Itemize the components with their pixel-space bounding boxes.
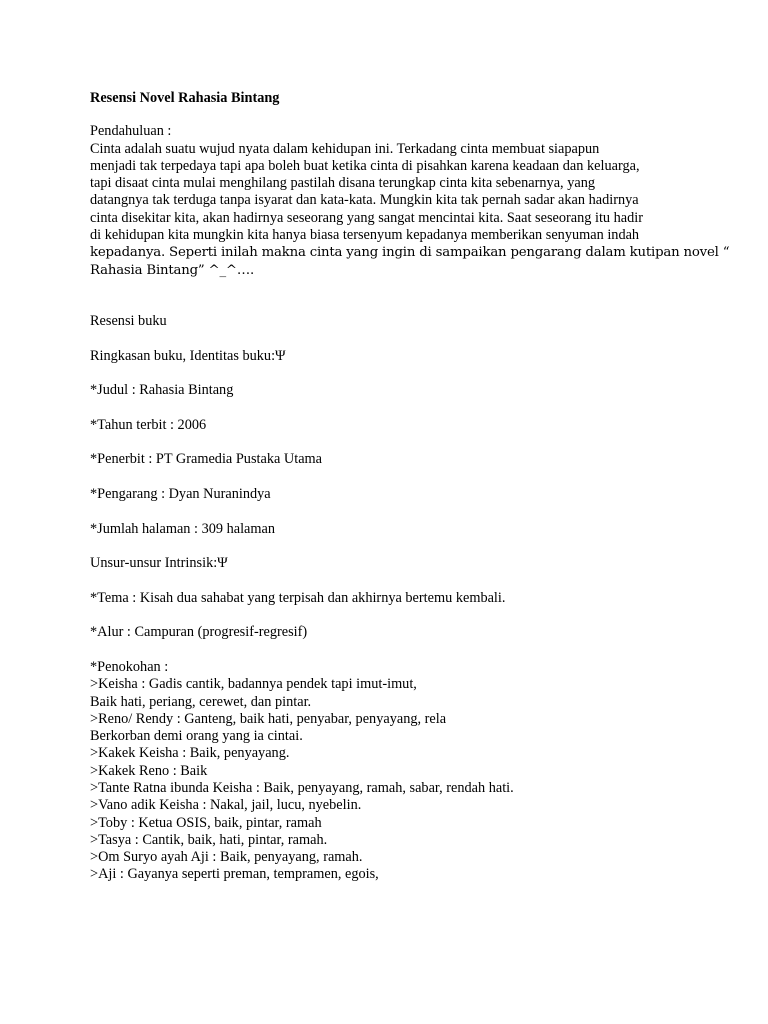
intro-line: kepadanya. Seperti inilah makna cinta yang ingin di sampaikan pengarang dalam kutipan novel “ bbox=[90, 245, 730, 261]
penokohan-item: >Reno/ Rendy : Ganteng, baik hati, penyabar, penyayang, rela bbox=[90, 710, 447, 727]
intro-line: menjadi tak terpedaya tapi apa boleh buat ketika cinta di pisahkan karena keadaan dan keluarga, bbox=[90, 157, 640, 174]
tema-line: *Tema : Kisah dua sahabat yang terpisah dan akhirnya bertemu kembali. bbox=[90, 589, 506, 606]
penokohan-item: Baik hati, periang, cerewet, dan pintar. bbox=[90, 693, 312, 710]
penokohan-heading: *Penokohan : bbox=[90, 658, 169, 675]
penokohan-item: >Keisha : Gadis cantik, badannya pendek tapi imut-imut, bbox=[90, 676, 417, 693]
penokohan-item: >Aji : Gayanya seperti preman, tempramen, egois, bbox=[90, 866, 379, 883]
summary-heading: Ringkasan buku, Identitas buku:Ψ bbox=[90, 347, 286, 364]
penokohan-item: >Toby : Ketua OSIS, baik, pintar, ramah bbox=[90, 814, 322, 831]
penokohan-list bbox=[90, 659, 690, 884]
penokohan-item: >Kakek Reno : Baik bbox=[90, 762, 208, 779]
intrinsic-heading: Unsur-unsur Intrinsik:Ψ bbox=[90, 555, 228, 572]
identity-penerbit: *Penerbit : PT Gramedia Pustaka Utama bbox=[90, 451, 323, 468]
intro-line: tapi disaat cinta mulai menghilang pastilah disana terungkap cinta kita sebenarnya, yang bbox=[90, 175, 595, 192]
penokohan-item: >Kakek Keisha : Baik, penyayang. bbox=[90, 745, 290, 762]
identity-tahun: *Tahun terbit : 2006 bbox=[90, 416, 207, 433]
intro-line: datangnya tak terduga tanpa isyarat dan kata-kata. Mungkin kita tak pernah sadar akan hadirnya bbox=[90, 192, 639, 209]
intro-heading: Pendahuluan : bbox=[90, 123, 172, 140]
intro-line: di kehidupan kita mungkin kita hanya biasa tersenyum kepadanya memberikan senyuman indah bbox=[90, 227, 640, 244]
penokohan-item: >Om Suryo ayah Aji : Baik, penyayang, ramah. bbox=[90, 849, 363, 866]
section-heading: Resensi buku bbox=[90, 312, 167, 329]
identity-judul: *Judul : Rahasia Bintang bbox=[90, 382, 234, 399]
intro-line: Cinta adalah suatu wujud nyata dalam kehidupan ini. Terkadang cinta membuat siapapun bbox=[90, 140, 600, 157]
document-title: Resensi Novel Rahasia Bintang bbox=[90, 90, 280, 106]
penokohan-item: >Vano adik Keisha : Nakal, jail, lucu, nyebelin. bbox=[90, 797, 362, 814]
alur-line: *Alur : Campuran (progresif-regresif) bbox=[90, 624, 308, 641]
intro-paragraph bbox=[90, 140, 730, 279]
penokohan-item: Berkorban demi orang yang ia cintai. bbox=[90, 728, 303, 745]
document-page bbox=[90, 90, 730, 884]
intro-line: cinta disekitar kita, akan hadirnya seseorang yang sangat mencintai kita. Saat seseorang itu hadir bbox=[90, 209, 644, 226]
identity-halaman: *Jumlah halaman : 309 halaman bbox=[90, 520, 276, 537]
identity-pengarang: *Pengarang : Dyan Nuranindya bbox=[90, 485, 271, 502]
intro-line: Rahasia Bintang” ^_^…. bbox=[90, 262, 254, 278]
penokohan-item: >Tante Ratna ibunda Keisha : Baik, penyayang, ramah, sabar, rendah hati. bbox=[90, 779, 514, 796]
penokohan-item: >Tasya : Cantik, baik, hati, pintar, ramah. bbox=[90, 831, 328, 848]
